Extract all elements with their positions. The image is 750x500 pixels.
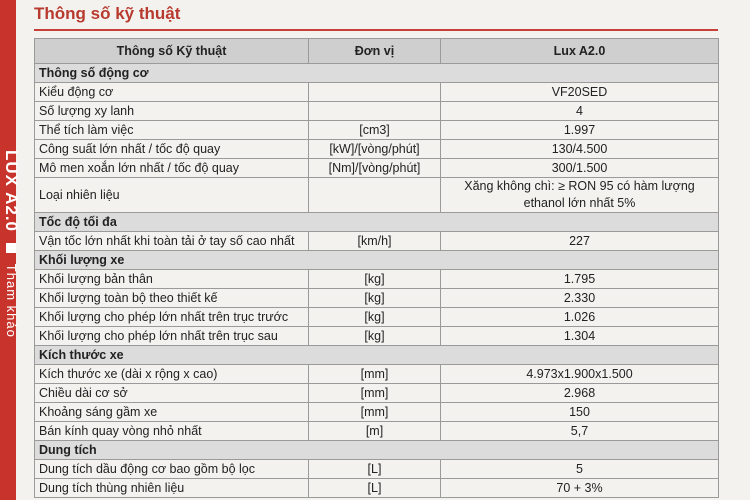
spec-unit-cell: [309, 178, 441, 213]
spec-label-cell: Kiểu động cơ: [35, 83, 309, 102]
table-row: [35, 327, 719, 346]
spec-value-cell: 70 + 3%: [441, 479, 719, 498]
spec-value-cell: 1.304: [441, 327, 719, 346]
spec-unit-cell: [mm]: [309, 403, 441, 422]
section-row: [35, 346, 719, 365]
spec-label-cell: Khối lượng cho phép lớn nhất trên trục trước: [35, 308, 309, 327]
table-row: [35, 365, 719, 384]
table-row: [35, 232, 719, 251]
spec-unit-cell: [L]: [309, 479, 441, 498]
spec-unit-cell: [mm]: [309, 365, 441, 384]
spec-unit-cell: [cm3]: [309, 121, 441, 140]
table-row: [35, 159, 719, 178]
spec-value-cell: 150: [441, 403, 719, 422]
header-spec: Thông số Kỹ thuật: [35, 39, 309, 64]
section-title: Thông số động cơ: [35, 64, 719, 83]
table-row: [35, 422, 719, 441]
section-title: Kích thước xe: [35, 346, 719, 365]
spec-value-cell: 300/1.500: [441, 159, 719, 178]
spec-label-cell: Chiều dài cơ sở: [35, 384, 309, 403]
spec-label-cell: Số lượng xy lanh: [35, 102, 309, 121]
header-model: Lux A2.0: [441, 39, 719, 64]
table-header-row: [35, 39, 719, 64]
spec-value-cell: 1.026: [441, 308, 719, 327]
spec-value-cell: 1.997: [441, 121, 719, 140]
spec-label-cell: Dung tích dầu động cơ bao gồm bộ lọc: [35, 460, 309, 479]
spec-label-cell: Dung tích thùng nhiên liệu: [35, 479, 309, 498]
spec-unit-cell: [L]: [309, 460, 441, 479]
spec-unit-cell: [mm]: [309, 384, 441, 403]
spec-unit-cell: [km/h]: [309, 232, 441, 251]
spec-value-cell: 2.330: [441, 289, 719, 308]
spec-value-cell: 1.795: [441, 270, 719, 289]
section-title: Khối lượng xe: [35, 251, 719, 270]
spec-table-body: [35, 64, 719, 498]
spec-value-cell: 5: [441, 460, 719, 479]
spec-value-cell: 5,7: [441, 422, 719, 441]
spec-unit-cell: [kg]: [309, 308, 441, 327]
spec-unit-cell: [kg]: [309, 289, 441, 308]
spec-unit-cell: [309, 83, 441, 102]
spec-value-cell: 4.973x1.900x1.500: [441, 365, 719, 384]
table-row: [35, 178, 719, 213]
spec-value-cell: 4: [441, 102, 719, 121]
spec-unit-cell: [Nm]/[vòng/phút]: [309, 159, 441, 178]
spec-label-cell: Công suất lớn nhất / tốc độ quay: [35, 140, 309, 159]
spec-label-cell: Vận tốc lớn nhất khi toàn tải ở tay số cao nhất: [35, 232, 309, 251]
spec-unit-cell: [m]: [309, 422, 441, 441]
spec-label-cell: Khối lượng bản thân: [35, 270, 309, 289]
table-row: [35, 83, 719, 102]
section-title: Dung tích: [35, 441, 719, 460]
side-model-label: LUX A2.0: [2, 150, 21, 233]
spec-unit-cell: [kW]/[vòng/phút]: [309, 140, 441, 159]
table-row: [35, 270, 719, 289]
table-row: [35, 308, 719, 327]
spec-value-cell: 130/4.500: [441, 140, 719, 159]
title-divider: [34, 29, 718, 31]
spec-value-cell: 2.968: [441, 384, 719, 403]
spec-label-cell: Loại nhiên liệu: [35, 178, 309, 213]
side-label: [1, 150, 21, 338]
spec-unit-cell: [309, 102, 441, 121]
spec-label-cell: Khoảng sáng gầm xe: [35, 403, 309, 422]
section-row: [35, 441, 719, 460]
spec-value-cell: Xăng không chì: ≥ RON 95 có hàm lượng ethanol lớn nhất 5%: [441, 178, 719, 213]
header-unit: Đơn vị: [309, 39, 441, 64]
spec-label-cell: Bán kính quay vòng nhỏ nhất: [35, 422, 309, 441]
spec-label-cell: Khối lượng cho phép lớn nhất trên trục sau: [35, 327, 309, 346]
spec-label-cell: Mô men xoắn lớn nhất / tốc độ quay: [35, 159, 309, 178]
table-row: [35, 121, 719, 140]
table-row: [35, 289, 719, 308]
section-title: Tốc độ tối đa: [35, 213, 719, 232]
spec-label-cell: Thể tích làm việc: [35, 121, 309, 140]
spec-value-cell: 227: [441, 232, 719, 251]
spec-label-cell: Khối lượng toàn bộ theo thiết kế: [35, 289, 309, 308]
table-row: [35, 479, 719, 498]
spec-table: [34, 38, 719, 498]
side-separator: [6, 243, 16, 253]
table-row: [35, 140, 719, 159]
spec-value-cell: VF20SED: [441, 83, 719, 102]
section-row: [35, 251, 719, 270]
side-note-label: Tham khảo: [4, 263, 19, 338]
side-brand-bar: [0, 0, 21, 500]
spec-unit-cell: [kg]: [309, 270, 441, 289]
table-row: [35, 403, 719, 422]
table-row: [35, 384, 719, 403]
table-row: [35, 460, 719, 479]
section-row: [35, 213, 719, 232]
section-row: [35, 64, 719, 83]
spec-unit-cell: [kg]: [309, 327, 441, 346]
table-row: [35, 102, 719, 121]
page-title: Thông số kỹ thuật: [34, 4, 181, 23]
spec-label-cell: Kích thước xe (dài x rộng x cao): [35, 365, 309, 384]
